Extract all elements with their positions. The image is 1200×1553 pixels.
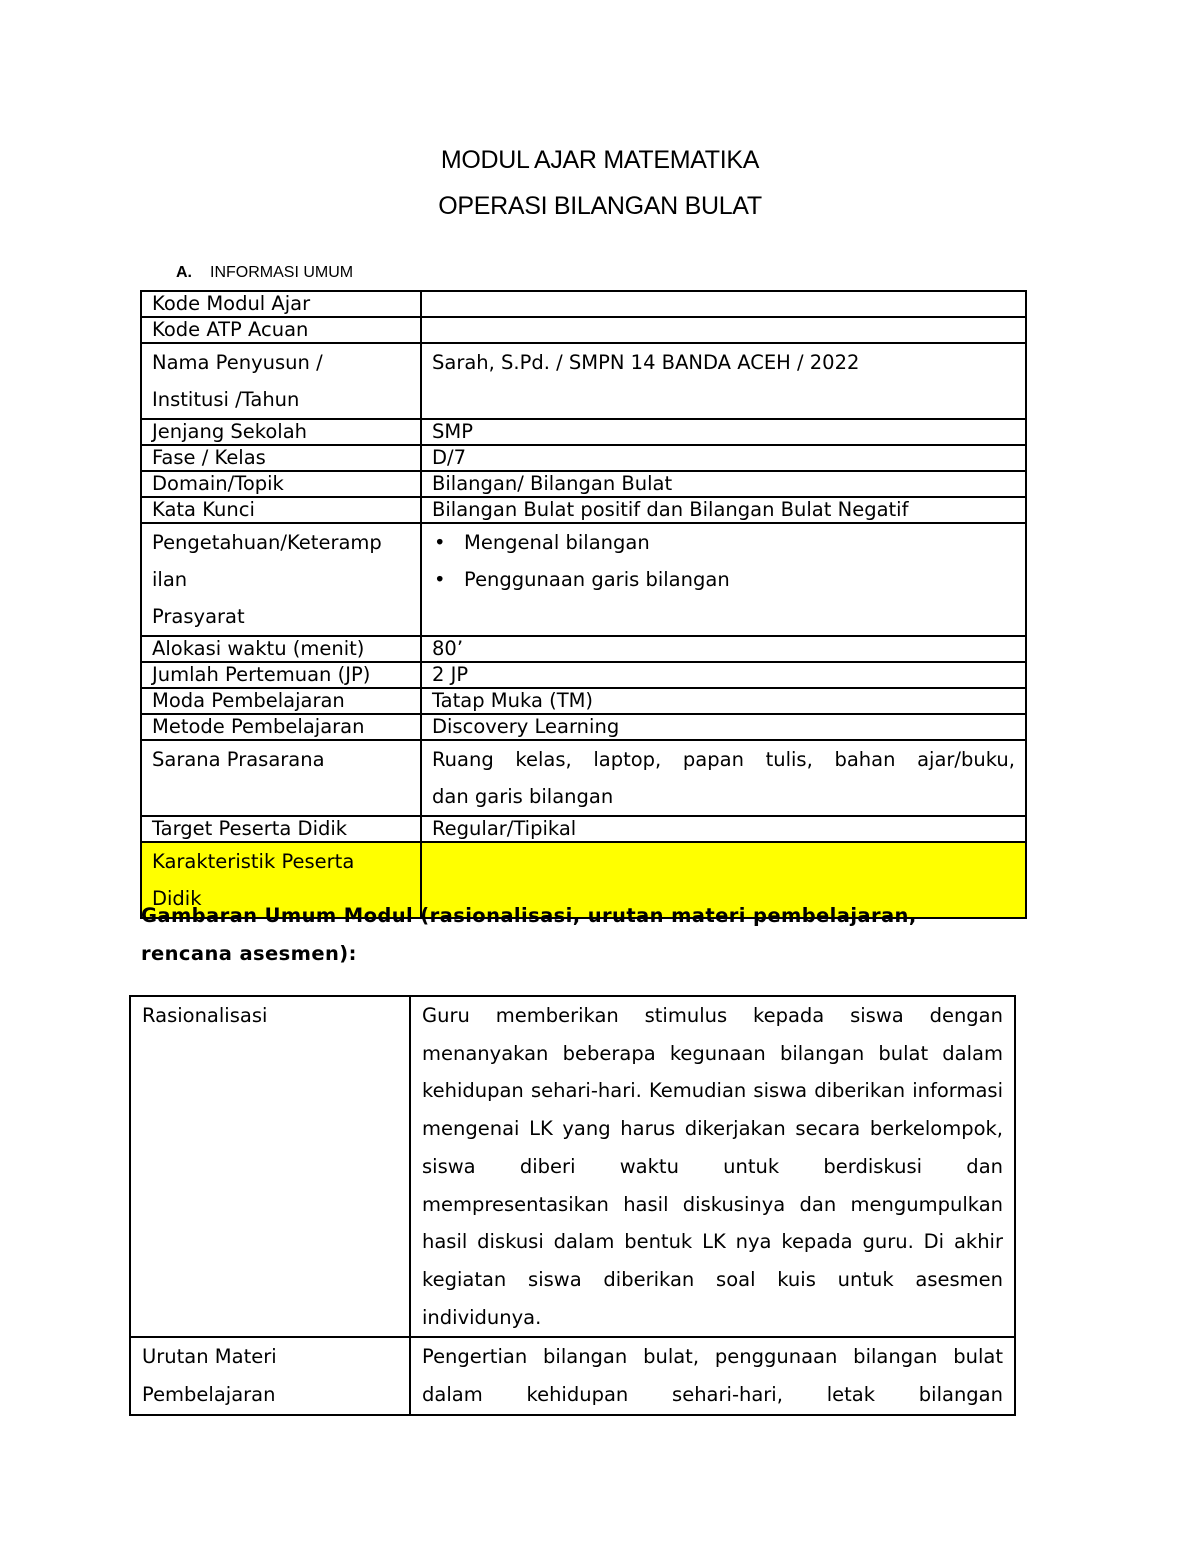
prasyarat-label xyxy=(141,523,421,636)
table-row xyxy=(130,1337,1015,1414)
kode-modul-label: Kode Modul Ajar xyxy=(141,291,421,317)
kata-kunci-value: Bilangan Bulat positif dan Bilangan Bulat Negatif xyxy=(421,497,1026,523)
kode-atp-value xyxy=(421,317,1026,343)
document-subtitle: OPERASI BILANGAN BULAT xyxy=(438,192,762,220)
urutan-materi-text: Pengertian bilangan bulat, penggunaan bilangan bulat dalam kehidupan sehari-hari, letak bilangan xyxy=(422,1345,1003,1407)
table-row xyxy=(141,688,1026,714)
section-heading-informasi-umum xyxy=(176,264,353,282)
table-row xyxy=(141,636,1026,662)
rasionalisasi-text: Guru memberikan stimulus kepada siswa dengan menanyakan beberapa kegunaan bilangan bulat dalam kehidupan sehari-hari. Kemudian siswa diberikan informasi mengenai LK yang harus dikerjakan secara berkelompok, siswa diberi waktu untuk berdiskusi dan mempresentasikan hasil diskusinya dan mengumpulkan hasil diskusi dalam bentuk LK nya kepada guru. Di akhir kegiatan siswa diberikan soal kuis untuk asesmen individunya. xyxy=(410,996,1015,1337)
prasyarat-label-line1: Pengetahuan/Keteramp xyxy=(152,531,382,554)
fase-label: Fase / Kelas xyxy=(141,445,421,471)
table-row xyxy=(141,497,1026,523)
urutan-materi-cell xyxy=(410,1337,1015,1414)
prasyarat-label-line2: ilan xyxy=(152,568,188,591)
table-row xyxy=(141,445,1026,471)
fase-value: D/7 xyxy=(421,445,1026,471)
rasionalisasi-label: Rasionalisasi xyxy=(130,996,410,1337)
alokasi-label: Alokasi waktu (menit) xyxy=(141,636,421,662)
section-label: INFORMASI UMUM xyxy=(210,264,354,281)
prasyarat-value xyxy=(421,523,1026,636)
metode-label: Metode Pembelajaran xyxy=(141,714,421,740)
urutan-label-line1: Urutan Materi xyxy=(142,1345,277,1369)
nama-penyusun-label-line2: Institusi /Tahun xyxy=(152,388,300,411)
kode-atp-label: Kode ATP Acuan xyxy=(141,317,421,343)
jumlah-value: 2 JP xyxy=(421,662,1026,688)
document-title: MODUL AJAR MATEMATIKA xyxy=(440,146,760,174)
jenjang-label: Jenjang Sekolah xyxy=(141,419,421,445)
karakteristik-label-line1: Karakteristik Peserta xyxy=(152,850,355,873)
informasi-umum-table xyxy=(140,290,1027,919)
table-row xyxy=(141,662,1026,688)
jenjang-value: SMP xyxy=(421,419,1026,445)
kata-kunci-label: Kata Kunci xyxy=(141,497,421,523)
list-item: • Penggunaan garis bilangan xyxy=(432,561,1015,598)
table-row xyxy=(141,317,1026,343)
table-row xyxy=(141,816,1026,842)
table-row xyxy=(141,291,1026,317)
domain-label: Domain/Topik xyxy=(141,471,421,497)
sarana-value xyxy=(421,740,1026,816)
table-row xyxy=(141,740,1026,816)
nama-penyusun-value: Sarah, S.Pd. / SMPN 14 BANDA ACEH / 2022 xyxy=(421,343,1026,419)
gambaran-umum-heading: Gambaran Umum Modul (rasionalisasi, urutan materi pembelajaran, rencana asesmen): xyxy=(141,904,917,965)
karakteristik-label-line2: Didik xyxy=(152,887,202,910)
table-row xyxy=(141,714,1026,740)
gambaran-umum-table xyxy=(129,995,1016,1416)
kode-modul-value xyxy=(421,291,1026,317)
moda-label: Moda Pembelajaran xyxy=(141,688,421,714)
metode-value: Discovery Learning xyxy=(421,714,1026,740)
table-row xyxy=(141,471,1026,497)
table-row xyxy=(141,419,1026,445)
jumlah-label: Jumlah Pertemuan (JP) xyxy=(141,662,421,688)
table-row xyxy=(141,343,1026,419)
nama-penyusun-label xyxy=(141,343,421,419)
sarana-value-line1: Ruang kelas, laptop, papan tulis, bahan ajar/buku, xyxy=(432,748,1015,771)
prasyarat-label-line3: Prasyarat xyxy=(152,605,245,628)
urutan-materi-label xyxy=(130,1337,410,1414)
table-row xyxy=(130,996,1015,1337)
table-row xyxy=(141,523,1026,636)
domain-value: Bilangan/ Bilangan Bulat xyxy=(421,471,1026,497)
urutan-label-line2: Pembelajaran xyxy=(142,1383,276,1407)
target-label: Target Peserta Didik xyxy=(141,816,421,842)
nama-penyusun-label-line1: Nama Penyusun / xyxy=(152,351,323,374)
list-item: • Mengenal bilangan xyxy=(432,524,1015,561)
alokasi-value: 80’ xyxy=(421,636,1026,662)
moda-value: Tatap Muka (TM) xyxy=(421,688,1026,714)
target-value: Regular/Tipikal xyxy=(421,816,1026,842)
sarana-value-line2: dan garis bilangan xyxy=(432,785,614,808)
section-letter: A. xyxy=(176,264,192,281)
sarana-label: Sarana Prasarana xyxy=(141,740,421,816)
